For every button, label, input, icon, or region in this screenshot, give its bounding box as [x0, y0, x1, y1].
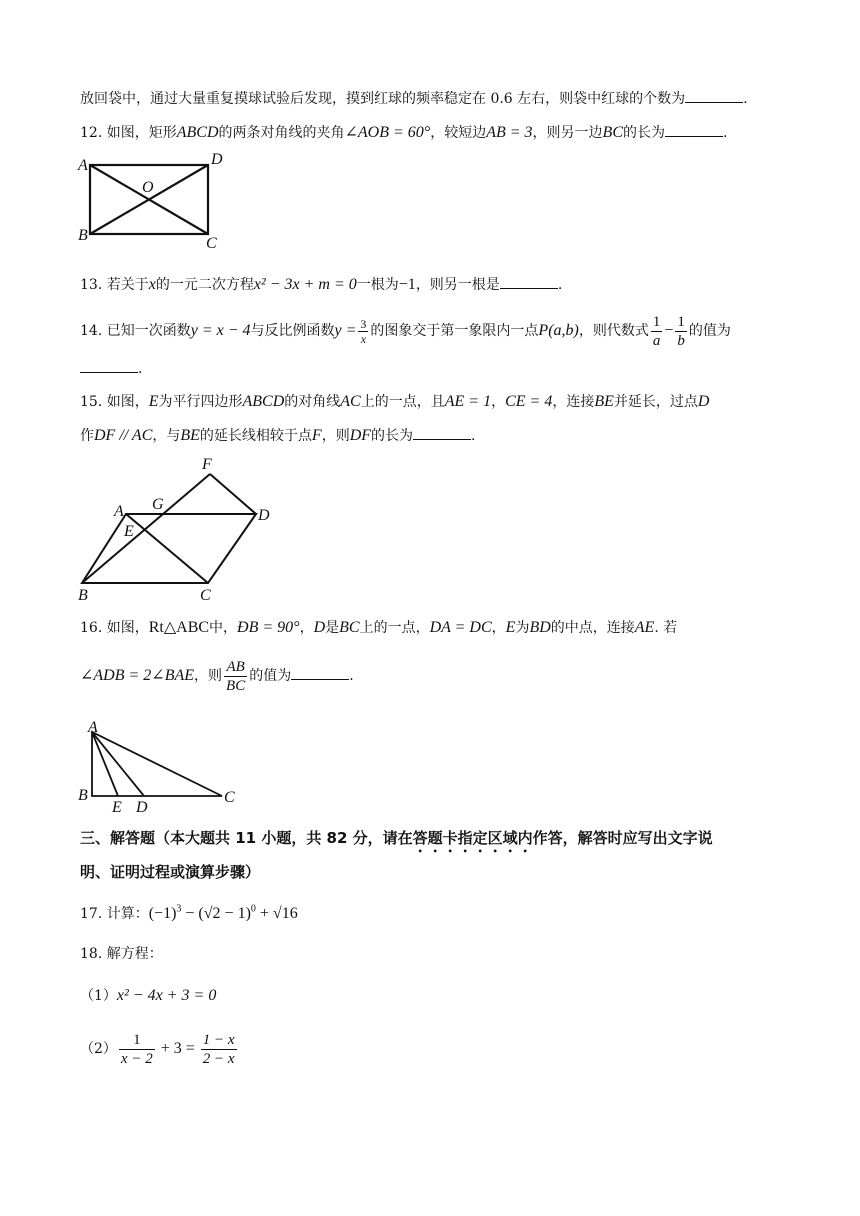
- rectangle-figure: [76, 150, 226, 250]
- question-15: 15. 如图，E为平行四边形ABCD的对角线AC上的一点，且AE = 1，CE = 4，连接BE并延长，过点D: [80, 393, 710, 410]
- label-D: D: [258, 507, 270, 524]
- section-3-title-line2: 明、证明过程或演算步骤）: [80, 863, 261, 881]
- question-18-part2: （2） $\frac{1}{x - 2}$ + 3 = $\frac{1 - x}{2 - x}$: [80, 1031, 235, 1067]
- answer-blank: [685, 88, 743, 103]
- answer-blank: [291, 665, 349, 680]
- label-C: C: [200, 587, 211, 604]
- question-16-line2: ∠ADB = 2∠BAE，则 $\frac{AB}{BC}$ 的值为 .: [80, 658, 354, 694]
- question-12: 12. 如图，矩形ABCD的两条对角线的夹角∠AOB = 60°，较短边AB = 3，则另一边BC的长为 .: [80, 124, 728, 141]
- answer-blank: [413, 425, 471, 440]
- question-13: 13. 若关于x的一元二次方程x² − 3x + m = 0一根为−1，则另一根是 .: [80, 276, 563, 293]
- fraction-ab-over-bc: $\frac{AB}{BC}$: [226, 658, 246, 694]
- label-C: C: [224, 789, 235, 806]
- answer-blank: [80, 358, 138, 373]
- label-B: B: [78, 787, 88, 804]
- label-F: F: [202, 456, 212, 473]
- fraction-right: $\frac{1 - x}{2 - x}$: [202, 1031, 235, 1067]
- label-A: A: [88, 719, 98, 736]
- question-18-part1: （1）x² − 4x + 3 = 0: [80, 987, 217, 1004]
- fraction-left: $\frac{1}{x - 2}$: [120, 1031, 153, 1067]
- label-C: C: [206, 235, 217, 250]
- expression: $(-1)^3 - (√2 - 1)^0 + √16$: [148, 903, 298, 922]
- fraction-1-over-a: $\frac{1}{a}$: [652, 313, 661, 349]
- answer-blank: [500, 274, 558, 289]
- label-B: B: [78, 587, 88, 604]
- section-3-title: 三、解答题（本大题共 11 小题，共 82 分，请在答题卡指定区域内作答，解答时应写出文字说: [80, 829, 713, 847]
- q11-tail: 放回袋中，通过大量重复摸球试验后发现，摸到红球的频率稳定在 0.6 左右，则袋中红球的个数为 .: [80, 88, 748, 109]
- label-A: A: [78, 157, 88, 174]
- label-G: G: [152, 496, 164, 513]
- question-15-line2: 作DF // AC，与BE的延长线相较于点F，则DF的长为 .: [80, 427, 476, 444]
- label-D: D: [136, 799, 148, 814]
- question-16: 16. 如图，Rt△ABC中，ÐB = 90°，D是BC上的一点，DA = DC，E为BD的中点，连接AE. 若: [80, 619, 678, 636]
- q11-text: 放回袋中，通过大量重复摸球试验后发现，摸到红球的频率稳定在 0.6 左右，则袋中红球的个数为: [80, 91, 686, 107]
- label-E: E: [112, 799, 122, 814]
- question-17: 17. 计算：$(-1)^3 - (√2 - 1)^0 + √16$: [80, 903, 298, 922]
- fraction-1-over-b: $\frac{1}{b}$: [677, 313, 685, 349]
- parallelogram-figure: [76, 452, 286, 604]
- label-A: A: [114, 503, 124, 520]
- label-E: E: [124, 523, 134, 540]
- question-14: 14. 已知一次函数y = x − 4与反比例函数y = $\frac{3}{x}$ 的图象交于第一象限内一点P(a,b)，则代数式 $\frac{1}{a}$ − $\frac{1}{b}$ 的值为: [80, 313, 731, 349]
- answer-blank: [665, 122, 723, 137]
- question-18: 18. 解方程：: [80, 946, 163, 962]
- emphasized-text: 答题卡指定区域内: [412, 829, 533, 847]
- fraction-3-over-x: $\frac{3}{x}$: [360, 316, 367, 346]
- right-triangle-figure: [76, 718, 246, 814]
- label-B: B: [78, 227, 88, 244]
- label-D: D: [211, 151, 223, 168]
- question-14-answer-line: .: [80, 358, 142, 379]
- label-O: O: [142, 179, 154, 196]
